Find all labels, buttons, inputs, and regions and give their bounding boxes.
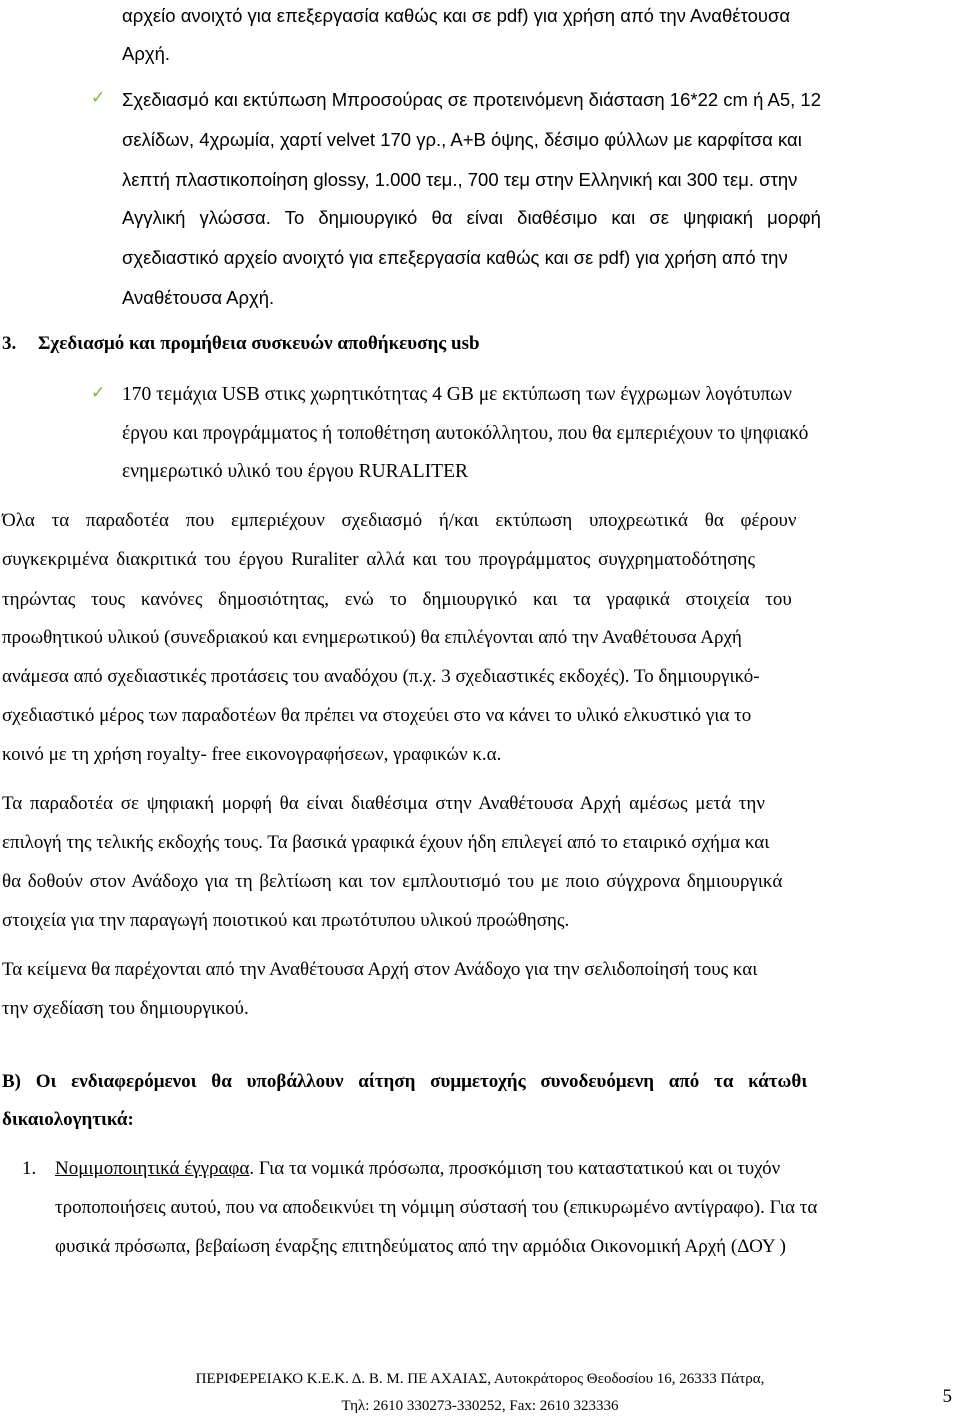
texts-line-2: την σχεδίαση του δημιουργικού. [2,998,249,1019]
deliverables-line-7: κοινό με τη χρήση royalty- free εικονογραφήσεων, γραφικών κ.α. [2,744,502,765]
list-item-1-line-1 [55,1158,780,1180]
footer-phone-fax: Τηλ: 2610 330273-330252, Fax: 2610 323336 [341,1398,619,1414]
brochure-line-4-justified [122,207,920,229]
list-item-1-number: 1. [22,1158,37,1179]
brochure-line-4-text: Αγγλική γλώσσα. Το δημιουργικό θα είναι διαθέσιμο και σε ψηφιακή μορφή [122,207,821,228]
section-3-number: 3. [2,333,17,354]
top-paragraph-line-1: αρχείο ανοιχτό για επεξεργασία καθώς και σε pdf) για χρήση από την Αναθέτουσα [122,5,791,26]
list-item-1-line-1-rest: . Για τα νομικά πρόσωπα, προσκόμιση του καταστατικού και οι τυχόν [249,1158,781,1179]
digital-line-4: στοιχεία για την παραγωγή ποιοτικού και πρωτότυπου υλικού προώθησης. [2,910,570,931]
checkmark-icon: ✓ [91,383,106,403]
page-number: 5 [942,1386,952,1407]
section-b-line-1: Β) Οι ενδιαφερόμενοι θα υποβάλλουν αίτηση συμμετοχής συνοδευόμενη από τα κάτωθι [2,1071,808,1092]
digital-line-1: Τα παραδοτέα σε ψηφιακή μορφή θα είναι διαθέσιμα στην Αναθέτουσα Αρχή αμέσως μετά την [2,793,765,814]
usb-line-2: έργου και προγράμματος ή τοποθέτηση αυτοκόλλητου, που θα εμπεριέχουν το ψηφιακό [122,423,809,444]
list-item-1-line-3: φυσικά πρόσωπα, βεβαίωση έναρξης επιτηδεύματος από την αρμόδια Οικονομική Αρχή (ΔΟΥ ) [55,1236,786,1257]
deliverables-line-6: σχεδιαστικό μέρος των παραδοτέων θα πρέπει να στοχεύει στο να κάνει το υλικό ελκυστικό για το [2,705,752,726]
list-item-1-line-2: τροποποιήσεις αυτού, που να αποδεικνύει τη νόμιμη σύστασή του (επικυρωμένο αντίγραφο). Για τα [55,1197,818,1218]
brochure-line-5: σχεδιαστικό αρχείο ανοιχτό για επεξεργασία καθώς και σε pdf) για χρήση από την [122,247,788,268]
digital-line-2: επιλογή της τελικής εκδοχής τους. Τα βασικά γραφικά έχουν ήδη επιλεγεί από το εταιρικό σχήμα και [2,832,770,853]
brochure-line-4 [122,207,920,229]
section-3-title: Σχεδιασμό και προμήθεια συσκευών αποθήκευσης usb [38,333,480,354]
deliverables-line-1: Όλα τα παραδοτέα που εμπεριέχουν σχεδιασμό ή/και εκτύπωση υποχρεωτικά θα φέρουν [2,510,797,531]
top-paragraph-line-2: Αρχή. [122,43,171,64]
checkmark-icon: ✓ [91,88,106,108]
usb-line-3: ενημερωτικό υλικό του έργου RURALITER [122,461,469,482]
texts-line-1: Τα κείμενα θα παρέχονται από την Αναθέτουσα Αρχή στον Ανάδοχο για την σελιδοποίησή τους και [2,959,758,980]
brochure-line-3: λεπτή πλαστικοποίηση glossy, 1.000 τεμ., 700 τεμ στην Ελληνική και 300 τεμ. στην [122,169,798,190]
deliverables-line-3: τηρώντας τους κανόνες δημοσιότητας, ενώ το δημιουργικό και τα γραφικά στοιχεία του [2,589,792,610]
usb-line-1: 170 τεμάχια USB στικς χωρητικότητας 4 GB με εκτύπωση των έγχρωμων λογότυπων [122,384,792,405]
digital-line-3: θα δοθούν στον Ανάδοχο για τη βελτίωση και τον εμπλουτισμό του με ποιο σύγχρονα δημιουργικά [2,871,783,892]
brochure-line-2: σελίδων, 4χρωμία, χαρτί velvet 170 γρ., Α+Β όψης, δέσιμο φύλλων με καρφίτσα και [122,129,802,150]
footer-address: ΠΕΡΙΦΕΡΕΙΑΚΟ Κ.Ε.Κ. Δ. Β. Μ. ΠΕ ΑΧΑΙΑΣ, Αυτοκράτορος Θεοδοσίου 16, 26333 Πάτρα, [195,1371,765,1387]
brochure-line-6: Αναθέτουσα Αρχή. [122,287,275,308]
deliverables-line-5: ανάμεσα από σχεδιαστικές προτάσεις του αναδόχου (π.χ. 3 σχεδιαστικές εκδοχές). Το δημιουργικό- [2,666,760,687]
brochure-line-1: Σχεδιασμό και εκτύπωση Μπροσούρας σε προτεινόμενη διάσταση 16*22 cm ή Α5, 12 [122,89,821,110]
deliverables-line-4: προωθητικού υλικού (συνεδριακού και ενημερωτικού) θα επιλέγονται από την Αναθέτουσα Αρχή [2,627,742,648]
deliverables-line-2: συγκεκριμένα διακριτικά του έργου Ruraliter αλλά και του προγράμματος συγχρηματοδότησης [2,549,755,570]
section-b-line-2: δικαιολογητικά: [2,1109,134,1130]
list-item-1-underlined-title: Νομιμοποιητικά έγγραφα [55,1158,250,1179]
